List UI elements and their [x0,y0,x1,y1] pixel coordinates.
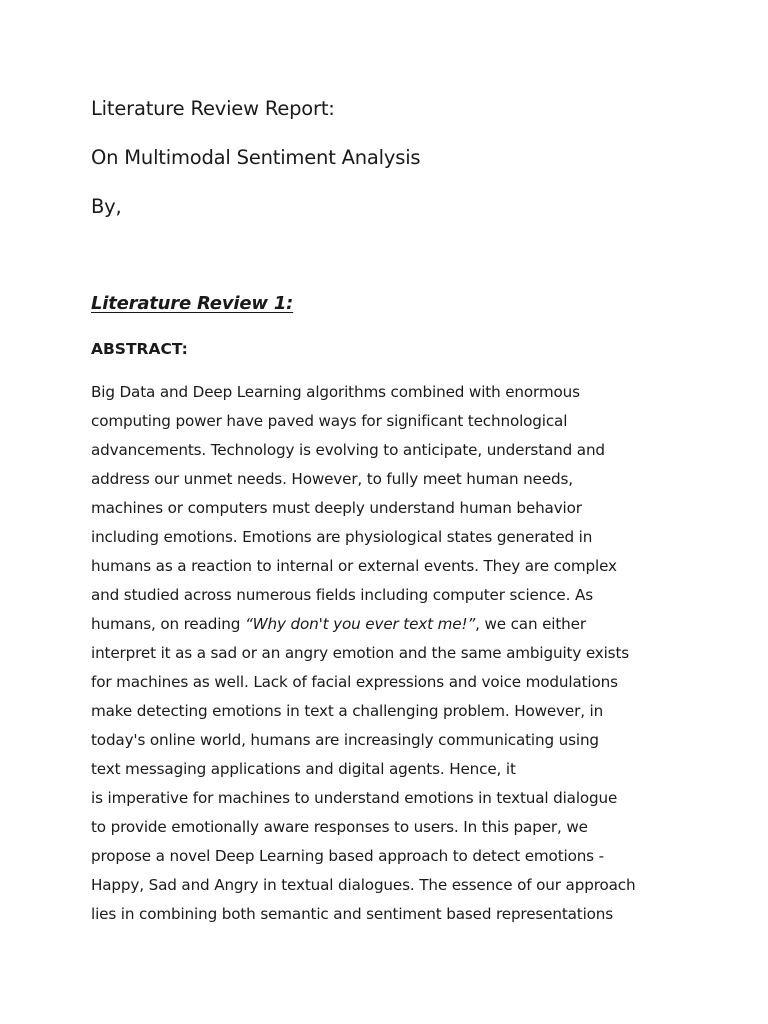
report-title: Literature Review Report: [91,97,335,120]
abstract-line: text messaging applications and digital agents. Hence, it [91,760,516,778]
abstract-line: interpret it as a sad or an angry emotion and the same ambiguity exists [91,644,630,662]
abstract-line: including emotions. Emotions are physiological states generated in [91,528,593,546]
abstract-line: to provide emotionally aware responses to users. In this paper, we [91,818,588,836]
abstract-line: is imperative for machines to understand emotions in textual dialogue [91,789,618,807]
abstract-line: and studied across numerous fields including computer science. As [91,586,593,604]
abstract-line: for machines as well. Lack of facial expressions and voice modulations [91,673,618,691]
abstract-line: advancements. Technology is evolving to anticipate, understand and [91,441,605,459]
abstract-line: make detecting emotions in text a challenging problem. However, in [91,702,604,720]
abstract-line: address our unmet needs. However, to fully meet human needs, [91,470,573,488]
abstract-line: lies in combining both semantic and sentiment based representations [91,905,614,923]
quoted-text: “Why don't you ever text me!” [244,615,476,633]
abstract-line: Happy, Sad and Angry in textual dialogues. The essence of our approach [91,876,636,894]
abstract-label: ABSTRACT: [91,340,188,358]
report-author-line: By, [91,195,122,218]
abstract-line: computing power have paved ways for significant technological [91,412,568,430]
quote-line-after: , we can either [475,615,586,633]
abstract-body [91,378,691,929]
abstract-line: machines or computers must deeply understand human behavior [91,499,582,517]
quote-line-before: humans, on reading [91,615,245,633]
abstract-line: humans as a reaction to internal or external events. They are complex [91,557,617,575]
abstract-line: propose a novel Deep Learning based approach to detect emotions - [91,847,604,865]
abstract-quote-line [91,610,691,639]
section-title: Literature Review 1: [91,293,294,314]
abstract-line: Big Data and Deep Learning algorithms combined with enormous [91,383,580,401]
abstract-line: today's online world, humans are increasingly communicating using [91,731,599,749]
report-subtitle: On Multimodal Sentiment Analysis [91,146,421,169]
